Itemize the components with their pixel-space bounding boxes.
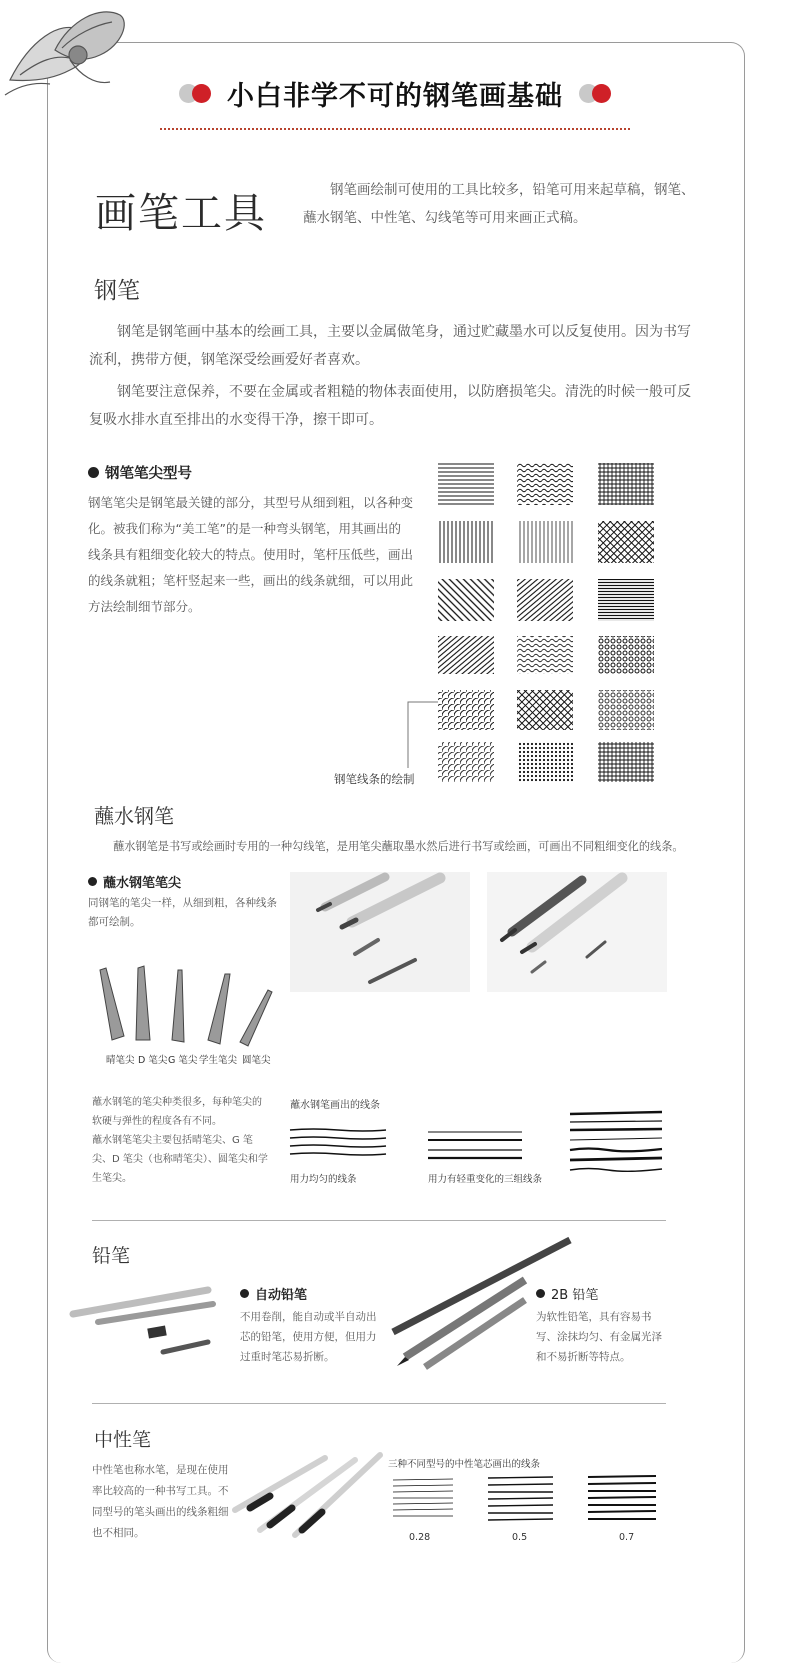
flower-sketch-illustration [0,0,140,100]
swatch [438,690,494,730]
fountain-pen-para-1: 钢笔是钢笔画中基本的绘画工具，主要以金属做笔身，通过贮藏墨水可以反复使用。因为书写流利，携带方便，钢笔深受绘画爱好者喜欢。 [89,324,691,368]
nib-icon [172,970,184,1042]
auto-pencil-heading [240,1284,307,1303]
swatch [598,636,654,674]
nib-icon [208,974,230,1044]
swatch [517,579,573,621]
swatch [438,579,494,621]
gel-size-label: 0.5 [512,1532,528,1543]
gel-size-label: 0.28 [409,1532,431,1543]
heading-fountain-pen: 钢笔 [94,278,140,304]
gel-size-label: 0.7 [619,1532,635,1543]
swatch [517,463,573,505]
swatch [438,463,494,505]
pen-line-swatches [430,458,670,788]
caption-pointer-line [402,700,438,770]
swatch [598,463,654,505]
heading-gel-pen: 中性笔 [94,1429,152,1451]
swatch [598,742,654,782]
2b-pencil-text: 为软性铅笔，具有容易书写、涂抹均匀、有金属光泽和不易折断等特点。 [536,1311,662,1363]
bullet-icon [88,877,97,886]
bullet-icon [536,1289,545,1298]
dip-nib-heading [88,872,181,891]
bullet-icon [240,1289,249,1298]
nib-label: 学生笔尖 [199,1055,238,1066]
dotted-divider [160,128,630,130]
dip-nib-text: 同钢笔的笔尖一样，从细到粗，各种线条都可绘制。 [88,897,277,928]
section-divider [92,1403,666,1404]
auto-pencil-text: 不用卷削，能自动或半自动出芯的铅笔，使用方便，但用力过重时笔芯易折断。 [240,1311,377,1363]
heading-pencil: 铅笔 [92,1245,131,1267]
section-divider [92,1220,666,1221]
mechanical-pencil-photo [68,1282,218,1362]
gel-line-samples [388,1472,668,1528]
swatch [438,521,494,563]
line-caption-varied: 用力有轻重变化的三组线条 [428,1174,543,1185]
dip-pen-photo-2 [487,872,667,992]
dip-pen-desc: 蘸水钢笔是书写或绘画时专用的一种勾线笔，是用笔尖蘸取墨水然后进行书写或绘画，可画出不同粗细变化的线条。 [113,840,684,853]
nib-icon [240,990,272,1046]
swatch [517,636,573,674]
decorative-dots [579,84,611,103]
swatch [517,521,573,563]
nib-icon [100,968,124,1040]
swatch-caption: 钢笔线条的绘制 [334,772,415,786]
nib-label: G 笔尖 [168,1055,198,1066]
line-caption-even: 用力均匀的线条 [290,1174,357,1185]
dip-lines-title: 蘸水钢笔画出的线条 [290,1100,380,1111]
dip-pen-nibs [90,960,280,1050]
2b-pencil-heading-label: 2B 铅笔 [551,1288,599,1303]
dip-nib-heading-label: 蘸水钢笔笔尖 [103,876,182,891]
bullet-icon [88,467,99,478]
dip-notes-1: 蘸水钢笔的笔尖种类很多，每种笔尖的软硬与弹性的程度各有不同。 [92,1097,262,1127]
swatch [438,636,494,674]
heading-dip-pen: 蘸水钢笔 [94,804,174,828]
auto-pencil-heading-label: 自动铅笔 [255,1288,308,1303]
decorative-dots [179,84,211,103]
nib-label: 圆笔尖 [242,1055,271,1066]
swatch [517,690,573,730]
swatch [438,742,494,782]
gel-lines-title: 三种不同型号的中性笔芯画出的线条 [388,1459,541,1470]
page-title: 小白非学不可的钢笔画基础 [227,80,563,112]
nib-text: 钢笔笔尖是钢笔最关键的部分，其型号从细到粗，以各种变化。被我们称为“美工笔”的是一种弯头钢笔，用其画出的线条具有粗细变化较大的特点。使用时，笔杆压低些，画出的线条就粗；笔杆竖起来一些，画出的线条就细，可以用此方法绘制细节部分。 [88,495,414,614]
nib-label: 晴笔尖 [106,1055,135,1066]
nib-heading-label: 钢笔笔尖型号 [105,466,192,482]
dip-pen-photo-1 [290,872,470,992]
gel-pen-photo [230,1450,385,1540]
intro-text: 钢笔画绘制可使用的工具比较多，铅笔可用来起草稿，钢笔、蘸水钢笔、中性笔、勾线笔等可用来画正式稿。 [303,182,695,226]
swatch [598,690,654,730]
swatch [598,521,654,563]
section-title: 画笔工具 [95,189,267,237]
2b-pencil-heading [536,1284,598,1303]
dip-line-samples [288,1110,668,1180]
fountain-pen-para-2: 钢笔要注意保养，不要在金属或者粗糙的物体表面使用，以防磨损笔尖。清洗的时候一般可反复吸水排水直至排出的水变得干净，擦干即可。 [89,384,691,428]
swatch [598,579,654,621]
nib-icon [136,966,150,1040]
nib-label: D 笔尖 [138,1055,168,1066]
header-banner [150,72,640,114]
dip-notes-2: 蘸水钢笔笔尖主要包括晴笔尖、G 笔尖、D 笔尖（也称晴笔尖）、圆笔尖和学生笔尖。 [92,1135,268,1184]
nib-heading [88,462,192,483]
swatch [517,742,573,782]
gel-pen-text: 中性笔也称水笔，是现在使用率比较高的一种书写工具。不同型号的笔头画出的线条粗细也不相同。 [92,1464,229,1539]
